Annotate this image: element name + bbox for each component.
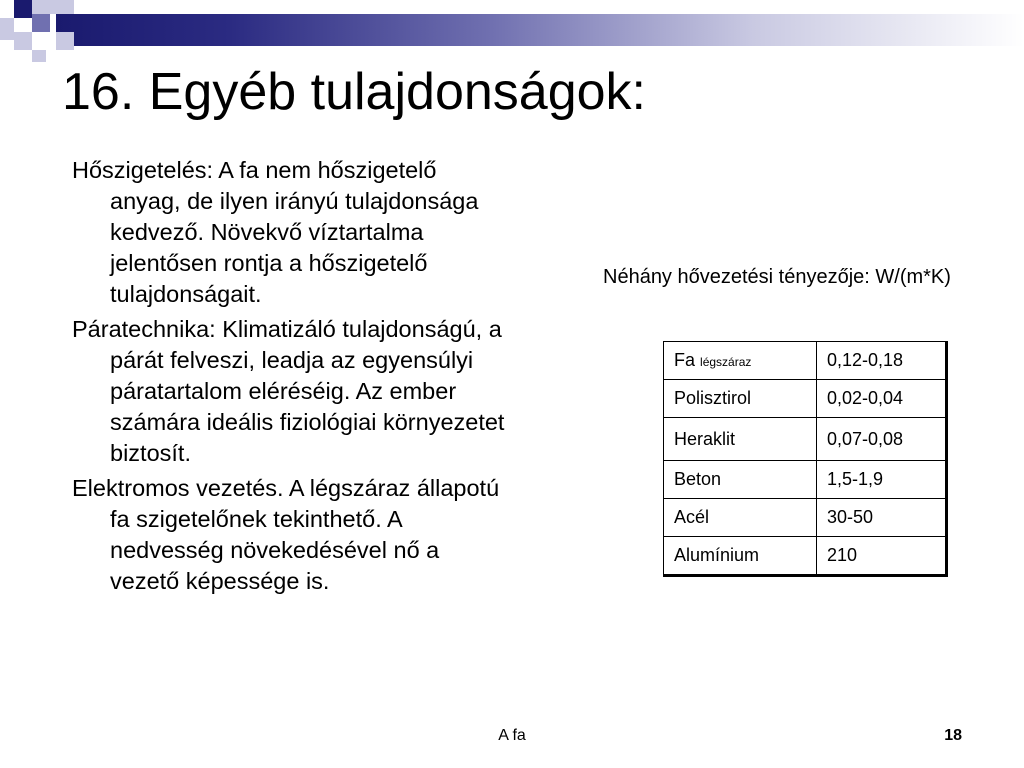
material-cell: Beton xyxy=(664,461,817,499)
value-cell: 1,5-1,9 xyxy=(817,461,947,499)
decor-square xyxy=(14,0,32,18)
decor-square xyxy=(32,50,46,62)
body-text xyxy=(72,155,512,601)
material-cell: Heraklit xyxy=(664,418,817,461)
material-cell: Alumínium xyxy=(664,537,817,576)
table-row xyxy=(664,380,947,418)
decor-square xyxy=(56,32,74,50)
value-cell: 0,12-0,18 xyxy=(817,342,947,380)
page-number: 18 xyxy=(944,727,962,744)
material-name: Fa xyxy=(674,350,696,370)
paragraph-humidity: Páratechnika: Klimatizáló tulajdonságú, a párát felveszi, leadja az egyensúlyi páratartalom eléréséig. Az ember számára ideális fiziológiai környezetet biztosít. xyxy=(72,316,505,466)
value-cell: 30-50 xyxy=(817,499,947,537)
paragraph-heat-insulation: Hőszigetelés: A fa nem hőszigetelő anyag, de ilyen irányú tulajdonsága kedvező. Növekvő víztartalma jelentősen rontja a hőszigetelő tulajdonságait. xyxy=(72,157,479,307)
table-caption: Néhány hővezetési tényezője: W/(m*K) xyxy=(603,266,951,288)
table-row xyxy=(664,461,947,499)
value-cell: 210 xyxy=(817,537,947,576)
decor-square xyxy=(50,0,74,14)
header-gradient-band xyxy=(56,14,1024,46)
table-row xyxy=(664,342,947,380)
material-cell xyxy=(664,342,817,380)
decor-square xyxy=(32,14,50,32)
decor-square xyxy=(14,32,32,50)
value-cell: 0,02-0,04 xyxy=(817,380,947,418)
paragraph-electric-conduction: Elektromos vezetés. A légszáraz állapotú fa szigetelőnek tekinthető. A nedvesség növekedésével nő a vezető képessége is. xyxy=(72,475,500,594)
slide-title: 16. Egyéb tulajdonságok: xyxy=(62,63,646,121)
footer-text: A fa xyxy=(498,727,526,744)
material-note: légszáraz xyxy=(700,355,752,369)
table-row xyxy=(664,537,947,576)
decor-square xyxy=(0,18,14,40)
table-row xyxy=(664,418,947,461)
material-cell: Acél xyxy=(664,499,817,537)
material-cell: Polisztirol xyxy=(664,380,817,418)
conductivity-table xyxy=(663,341,948,577)
table-row xyxy=(664,499,947,537)
value-cell: 0,07-0,08 xyxy=(817,418,947,461)
